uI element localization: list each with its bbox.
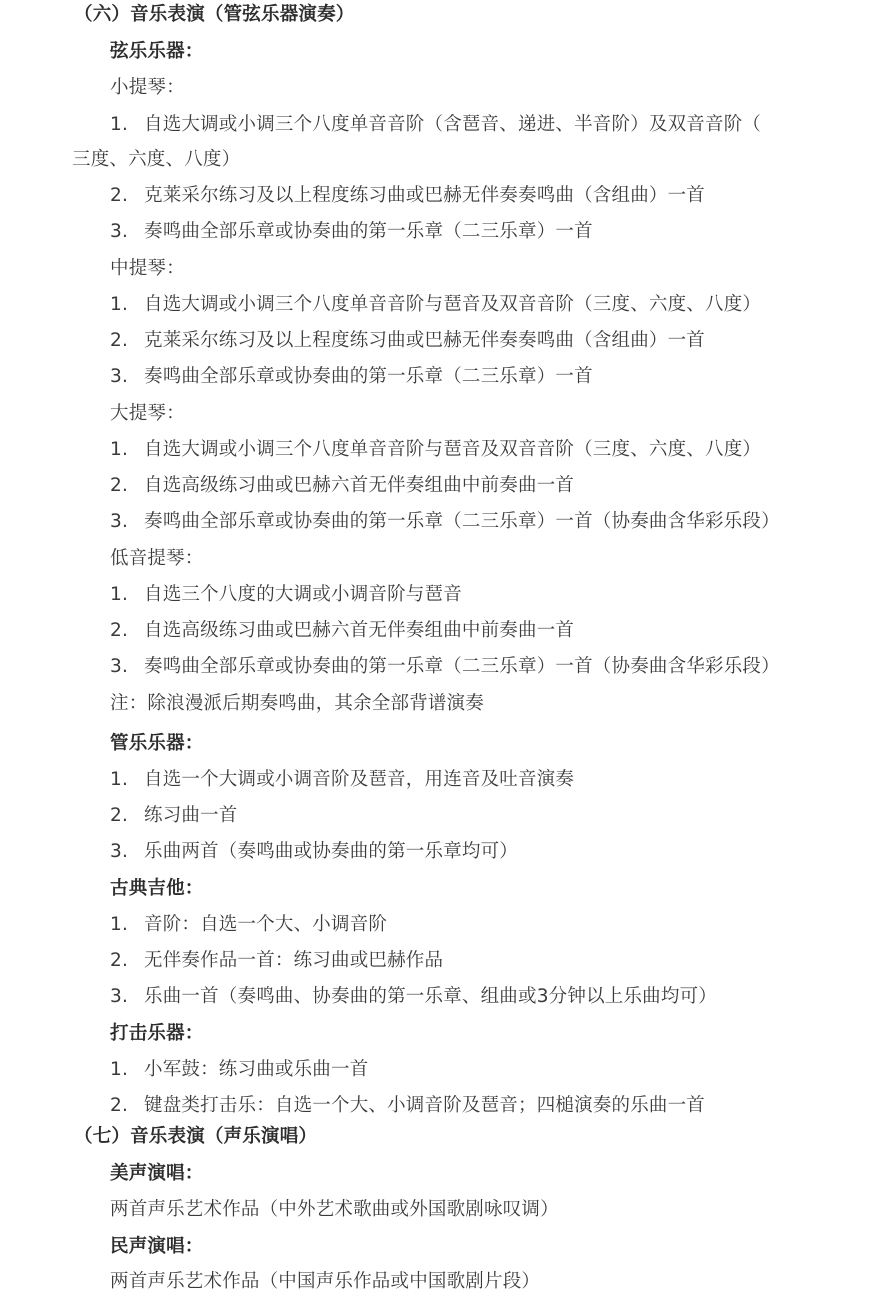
item-number: 3. bbox=[110, 656, 129, 677]
item-number: 2. bbox=[110, 1095, 129, 1116]
winds-item-1 bbox=[110, 768, 574, 792]
item-number: 3. bbox=[110, 221, 129, 242]
item-number: 2. bbox=[110, 805, 129, 826]
item-text: 键盘类打击乐：自选一个大、小调音阶及琶音；四槌演奏的乐曲一首 bbox=[144, 1095, 706, 1116]
folk-text: 两首声乐艺术作品（中国声乐作品或中国歌剧片段） bbox=[110, 1271, 541, 1292]
item-text: 自选高级练习曲或巴赫六首无伴奏组曲中前奏曲一首 bbox=[144, 620, 575, 641]
guitar-heading: 古典吉他： bbox=[110, 878, 204, 899]
item-text: 自选大调或小调三个八度单音音阶（含琶音、递进、半音阶）及双音音阶（ bbox=[144, 114, 762, 135]
item-text: 无伴奏作品一首：练习曲或巴赫作品 bbox=[144, 950, 444, 971]
item-number: 3. bbox=[110, 986, 129, 1007]
item-text: 自选大调或小调三个八度单音音阶与琶音及双音音阶（三度、六度、八度） bbox=[144, 294, 762, 315]
violin-item-1-continuation: 三度、六度、八度） bbox=[72, 149, 241, 170]
section-6-title: （六）音乐表演（管弦乐器演奏） bbox=[74, 4, 355, 25]
item-text: 练习曲一首 bbox=[144, 805, 238, 826]
double-bass-item-3 bbox=[110, 655, 780, 679]
folk-heading: 民声演唱： bbox=[110, 1236, 204, 1257]
winds-item-2 bbox=[110, 804, 238, 828]
violin-item-2 bbox=[110, 184, 705, 208]
item-text: 乐曲一首（奏鸣曲、协奏曲的第一乐章、组曲或3分钟以上乐曲均可） bbox=[144, 986, 717, 1007]
item-text: 小军鼓：练习曲或乐曲一首 bbox=[144, 1059, 369, 1080]
item-number: 3. bbox=[110, 366, 129, 387]
winds-item-3 bbox=[110, 840, 518, 864]
item-text: 奏鸣曲全部乐章或协奏曲的第一乐章（二三乐章）一首 bbox=[144, 221, 593, 242]
item-number: 3. bbox=[110, 511, 129, 532]
item-number: 1. bbox=[110, 1059, 129, 1080]
bel-canto-text: 两首声乐艺术作品（中外艺术歌曲或外国歌剧咏叹调） bbox=[110, 1199, 559, 1220]
percussion-item-2 bbox=[110, 1094, 705, 1118]
viola-item-2 bbox=[110, 329, 705, 353]
item-text: 奏鸣曲全部乐章或协奏曲的第一乐章（二三乐章）一首（协奏曲含华彩乐段） bbox=[144, 656, 780, 677]
item-text: 克莱采尔练习及以上程度练习曲或巴赫无伴奏奏鸣曲（含组曲）一首 bbox=[144, 185, 706, 206]
violin-item-3 bbox=[110, 220, 593, 244]
item-text: 自选大调或小调三个八度单音音阶与琶音及双音音阶（三度、六度、八度） bbox=[144, 439, 762, 460]
cello-item-2 bbox=[110, 474, 574, 498]
guitar-item-2 bbox=[110, 949, 443, 973]
item-number: 1. bbox=[110, 914, 129, 935]
item-text: 克莱采尔练习及以上程度练习曲或巴赫无伴奏奏鸣曲（含组曲）一首 bbox=[144, 330, 706, 351]
strings-note: 注：除浪漫派后期奏鸣曲，其余全部背谱演奏 bbox=[110, 693, 485, 714]
item-number: 1. bbox=[110, 439, 129, 460]
percussion-heading: 打击乐器： bbox=[110, 1023, 204, 1044]
strings-heading: 弦乐乐器： bbox=[110, 41, 204, 62]
percussion-item-1 bbox=[110, 1058, 368, 1082]
item-number: 1. bbox=[110, 114, 129, 135]
cello-label: 大提琴： bbox=[110, 403, 185, 424]
item-number: 2. bbox=[110, 185, 129, 206]
item-number: 1. bbox=[110, 584, 129, 605]
item-number: 2. bbox=[110, 475, 129, 496]
viola-item-3 bbox=[110, 365, 593, 389]
double-bass-item-1 bbox=[110, 583, 462, 607]
violin-item-1 bbox=[110, 113, 761, 137]
item-text: 乐曲两首（奏鸣曲或协奏曲的第一乐章均可） bbox=[144, 841, 519, 862]
item-text: 自选三个八度的大调或小调音阶与琶音 bbox=[144, 584, 462, 605]
cello-item-1 bbox=[110, 438, 761, 462]
double-bass-item-2 bbox=[110, 619, 574, 643]
violin-label: 小提琴： bbox=[110, 77, 185, 98]
item-number: 3. bbox=[110, 841, 129, 862]
section-7-title: （七）音乐表演（声乐演唱） bbox=[74, 1126, 318, 1147]
item-number: 2. bbox=[110, 330, 129, 351]
item-text: 自选一个大调或小调音阶及琶音，用连音及吐音演奏 bbox=[144, 769, 575, 790]
item-number: 1. bbox=[110, 294, 129, 315]
winds-heading: 管乐乐器： bbox=[110, 733, 204, 754]
guitar-item-1 bbox=[110, 913, 387, 937]
viola-item-1 bbox=[110, 293, 761, 317]
bel-canto-heading: 美声演唱： bbox=[110, 1163, 204, 1184]
item-text: 奏鸣曲全部乐章或协奏曲的第一乐章（二三乐章）一首（协奏曲含华彩乐段） bbox=[144, 511, 780, 532]
item-text: 奏鸣曲全部乐章或协奏曲的第一乐章（二三乐章）一首 bbox=[144, 366, 593, 387]
item-text: 自选高级练习曲或巴赫六首无伴奏组曲中前奏曲一首 bbox=[144, 475, 575, 496]
cello-item-3 bbox=[110, 510, 780, 534]
item-number: 2. bbox=[110, 620, 129, 641]
item-number: 2. bbox=[110, 950, 129, 971]
double-bass-label: 低音提琴： bbox=[110, 548, 204, 569]
item-text: 音阶：自选一个大、小调音阶 bbox=[144, 914, 388, 935]
guitar-item-3 bbox=[110, 985, 717, 1009]
viola-label: 中提琴： bbox=[110, 258, 185, 279]
item-number: 1. bbox=[110, 769, 129, 790]
